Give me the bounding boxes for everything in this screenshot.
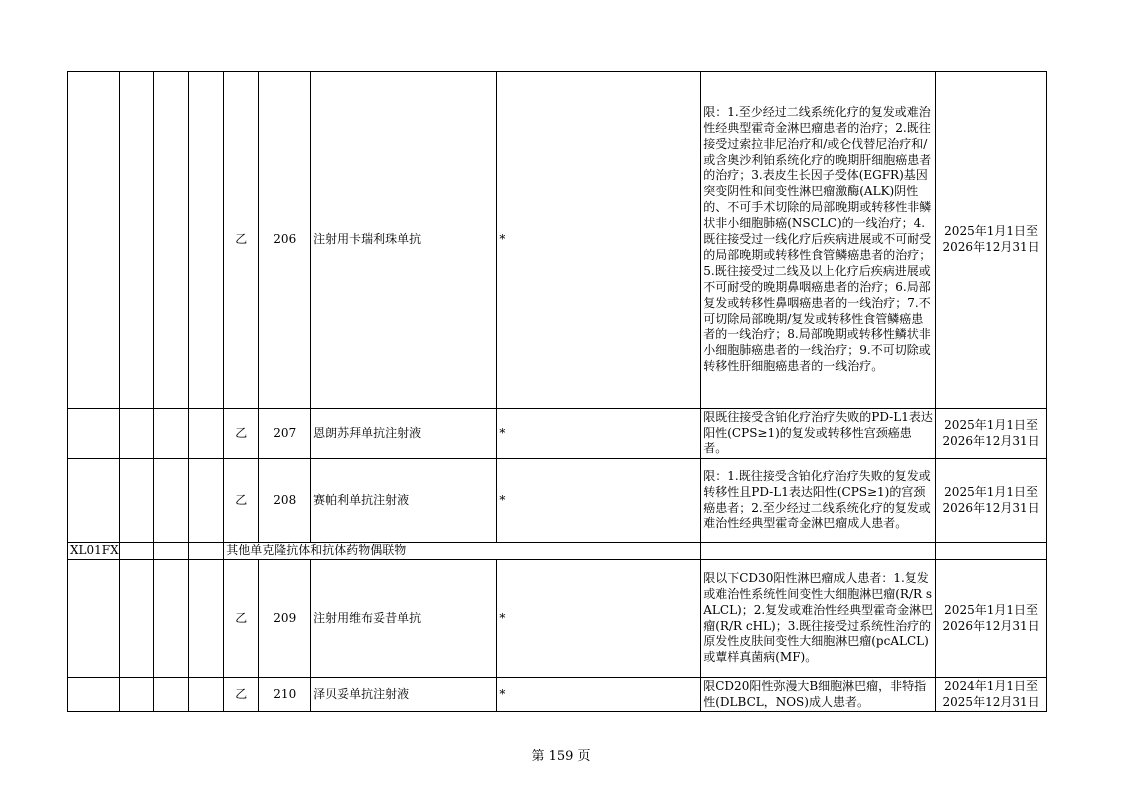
date-start: 2025年1月1日至	[944, 224, 1038, 239]
date-start: 2025年1月1日至	[944, 484, 1038, 499]
remark-cell: 限CD20阳性弥漫大B细胞淋巴瘤，非特指性(DLBCL，NOS)成人患者。	[701, 678, 936, 712]
number-cell: 207	[259, 409, 311, 459]
date-cell	[936, 72, 1047, 409]
category-row	[68, 543, 1047, 560]
blank-cell	[153, 409, 188, 459]
blank-cell	[189, 560, 224, 678]
blank-cell	[936, 543, 1047, 560]
blank-cell	[153, 72, 188, 409]
code-cell	[68, 459, 120, 543]
table-row	[68, 560, 1047, 678]
remark-cell: 限以下CD30阳性淋巴瘤成人患者：1.复发或难治性系统性间变性大细胞淋巴瘤(R/R sALCL)；2.复发或难治性经典型霍奇金淋巴瘤(R/R cHL)；3.既往接受过系统性治疗的原发性皮肤间变性大细胞淋巴瘤(pcALCL)或蕈样真菌病(MF)。	[701, 560, 936, 678]
remark-cell: 限：1.至少经过二线系统化疗的复发或难治性经典型霍奇金淋巴瘤患者的治疗；2.既往接受过索拉非尼治疗和/或仑伐替尼治疗和/或含奥沙利铂系统化疗的晚期肝细胞癌患者的治疗；3.表皮生长因子受体(EGFR)基因突变阴性和间变性淋巴瘤激酶(ALK)阴性的、不可手术切除的局部晚期或转移性非鳞状非小细胞肺癌(NSCLC)的一线治疗；4.既往接受过一线化疗后疾病进展或不可耐受的局部晚期或转移性食管鳞癌患者的治疗；5.既往接受过二线及以上化疗后疾病进展或不可耐受的晚期鼻咽癌患者的治疗；6.局部复发或转移性鼻咽癌患者的一线治疗；7.不可切除局部晚期/复发或转移性食管鳞癌患者的一线治疗；8.局部晚期或转移性鳞状非小细胞肺癌患者的一线治疗；9.不可切除或转移性肝细胞癌患者的一线治疗。	[701, 72, 936, 409]
drug-name-cell: 注射用维布妥昔单抗	[311, 560, 497, 678]
date-end: 2026年12月31日	[942, 618, 1040, 633]
blank-cell	[119, 560, 153, 678]
category-code: XL01FX	[68, 543, 120, 560]
blank-cell	[189, 409, 224, 459]
drug-name-cell: 泽贝妥单抗注射液	[311, 678, 497, 712]
blank-cell	[119, 459, 153, 543]
blank-cell	[189, 678, 224, 712]
class-cell: 乙	[224, 560, 259, 678]
date-end: 2026年12月31日	[942, 433, 1040, 448]
code-cell	[68, 409, 120, 459]
class-cell: 乙	[224, 678, 259, 712]
drug-catalog-table	[67, 71, 1047, 712]
blank-cell	[153, 678, 188, 712]
drug-name-cell: 注射用卡瑞利珠单抗	[311, 72, 497, 409]
number-cell: 209	[259, 560, 311, 678]
date-end: 2026年12月31日	[942, 500, 1040, 515]
number-cell: 206	[259, 72, 311, 409]
page-number: 第 159 页	[531, 749, 591, 764]
category-title: 其他单克隆抗体和抗体药物偶联物	[224, 543, 701, 560]
date-start: 2024年1月1日至	[944, 678, 1038, 693]
drug-name-cell: 恩朗苏拜单抗注射液	[311, 409, 497, 459]
class-cell: 乙	[224, 409, 259, 459]
note-cell: *	[497, 459, 701, 543]
blank-cell	[189, 72, 224, 409]
date-cell	[936, 560, 1047, 678]
blank-cell	[701, 543, 936, 560]
code-cell	[68, 678, 120, 712]
remark-cell: 限既往接受含铂化疗治疗失败的PD-L1表达阳性(CPS≥1)的复发或转移性宫颈癌患者。	[701, 409, 936, 459]
table-row	[68, 459, 1047, 543]
blank-cell	[153, 459, 188, 543]
date-end: 2026年12月31日	[942, 240, 1040, 254]
note-cell: *	[497, 72, 701, 409]
number-cell: 208	[259, 459, 311, 543]
blank-cell	[119, 409, 153, 459]
date-start: 2025年1月1日至	[944, 417, 1038, 432]
blank-cell	[153, 560, 188, 678]
date-cell	[936, 459, 1047, 543]
table-row	[68, 678, 1047, 712]
class-cell: 乙	[224, 72, 259, 409]
blank-cell	[153, 543, 188, 560]
date-end: 2025年12月31日	[942, 694, 1040, 709]
blank-cell	[189, 459, 224, 543]
table-row	[68, 409, 1047, 459]
date-cell	[936, 678, 1047, 712]
code-cell	[68, 560, 120, 678]
drug-name-cell: 赛帕利单抗注射液	[311, 459, 497, 543]
date-start: 2025年1月1日至	[944, 602, 1038, 617]
table-row	[68, 72, 1047, 409]
note-cell: *	[497, 678, 701, 712]
date-cell	[936, 409, 1047, 459]
number-cell: 210	[259, 678, 311, 712]
blank-cell	[119, 678, 153, 712]
blank-cell	[189, 543, 224, 560]
note-cell: *	[497, 560, 701, 678]
blank-cell	[119, 72, 153, 409]
code-cell	[68, 72, 120, 409]
blank-cell	[119, 543, 153, 560]
remark-cell: 限：1.既往接受含铂化疗治疗失败的复发或转移性且PD-L1表达阳性(CPS≥1)的宫颈癌患者；2.至少经过二线系统化疗的复发或难治性经典型霍奇金淋巴瘤成人患者。	[701, 459, 936, 543]
class-cell: 乙	[224, 459, 259, 543]
note-cell: *	[497, 409, 701, 459]
